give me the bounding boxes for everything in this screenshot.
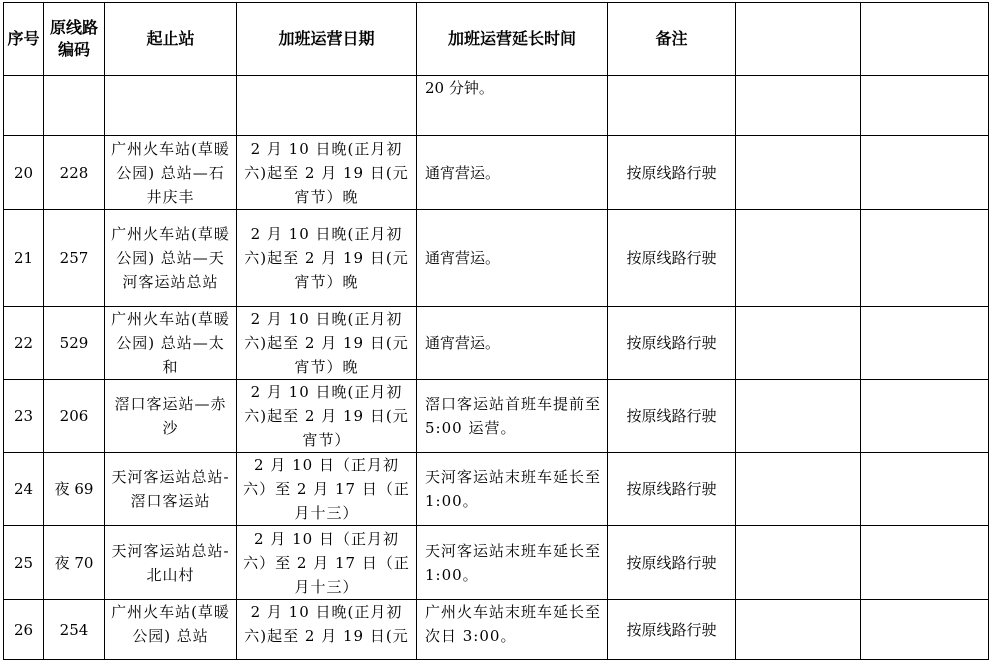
cell-extension: 天河客运站末班车延长至 1:00。 bbox=[417, 453, 608, 526]
cell-dates: 2 月 10 日（正月初六）至 2 月 17 日（正月十三） bbox=[237, 453, 417, 526]
header-remarks: 备注 bbox=[608, 3, 736, 76]
cell-blank bbox=[736, 380, 861, 453]
cell-dates: 2 月 10 日晚(正月初六)起至 2 月 19 日(元宵节）晚 bbox=[237, 136, 417, 210]
cell-blank bbox=[861, 380, 989, 453]
cell-index: 23 bbox=[4, 380, 44, 453]
cell-stations: 天河客运站总站-滘口客运站 bbox=[105, 453, 237, 526]
cell-blank bbox=[861, 526, 989, 600]
cell-remarks: 按原线路行驶 bbox=[608, 136, 736, 210]
cell-index: 24 bbox=[4, 453, 44, 526]
cell-dates: 2 月 10 日晚(正月初六)起至 2 月 19 日(元宵节） bbox=[237, 380, 417, 453]
cell-index: 21 bbox=[4, 210, 44, 307]
header-index: 序号 bbox=[4, 3, 44, 76]
cell-remarks: 按原线路行驶 bbox=[608, 600, 736, 660]
cell-dates: 2 月 10 日晚(正月初六)起至 2 月 19 日(元宵节）晚 bbox=[237, 210, 417, 307]
cell-route-code: 夜 69 bbox=[44, 453, 105, 526]
cell-index bbox=[4, 76, 44, 136]
cell-blank bbox=[861, 76, 989, 136]
cell-stations bbox=[105, 76, 237, 136]
header-dates: 加班运营日期 bbox=[237, 3, 417, 76]
cell-remarks: 按原线路行驶 bbox=[608, 210, 736, 307]
cell-extension: 通宵营运。 bbox=[417, 307, 608, 380]
cell-blank bbox=[861, 136, 989, 210]
cell-route-code: 夜 70 bbox=[44, 526, 105, 600]
table-row bbox=[4, 76, 989, 136]
cell-dates bbox=[237, 76, 417, 136]
cell-stations: 广州火车站(草暖公园) 总站 bbox=[105, 600, 237, 660]
cell-route-code: 228 bbox=[44, 136, 105, 210]
table-row bbox=[4, 526, 989, 600]
cell-extension: 广州火车站末班车延长至次日 3:00。 bbox=[417, 600, 608, 660]
cell-remarks: 按原线路行驶 bbox=[608, 307, 736, 380]
cell-blank bbox=[736, 307, 861, 380]
cell-remarks: 按原线路行驶 bbox=[608, 380, 736, 453]
cell-blank bbox=[861, 600, 989, 660]
header-stations: 起止站 bbox=[105, 3, 237, 76]
cell-index: 20 bbox=[4, 136, 44, 210]
cell-route-code: 257 bbox=[44, 210, 105, 307]
schedule-table bbox=[3, 2, 989, 660]
table-row bbox=[4, 600, 989, 660]
header-blank-1 bbox=[736, 3, 861, 76]
cell-stations: 天河客运站总站-北山村 bbox=[105, 526, 237, 600]
cell-extension: 滘口客运站首班车提前至 5:00 运营。 bbox=[417, 380, 608, 453]
cell-route-code: 529 bbox=[44, 307, 105, 380]
header-blank-2 bbox=[861, 3, 989, 76]
cell-stations: 广州火车站(草暖公园) 总站—太和 bbox=[105, 307, 237, 380]
cell-blank bbox=[736, 136, 861, 210]
cell-blank bbox=[861, 210, 989, 307]
cell-blank bbox=[736, 526, 861, 600]
cell-dates: 2 月 10 日晚(正月初六)起至 2 月 19 日(元宵节）晚 bbox=[237, 307, 417, 380]
cell-route-code bbox=[44, 76, 105, 136]
header-route-code: 原线路编码 bbox=[44, 3, 105, 76]
table-row bbox=[4, 453, 989, 526]
cell-route-code: 206 bbox=[44, 380, 105, 453]
cell-index: 22 bbox=[4, 307, 44, 380]
cell-remarks: 按原线路行驶 bbox=[608, 453, 736, 526]
cell-blank bbox=[736, 210, 861, 307]
cell-blank bbox=[736, 76, 861, 136]
cell-blank bbox=[736, 453, 861, 526]
table-row bbox=[4, 210, 989, 307]
header-extension: 加班运营延长时间 bbox=[417, 3, 608, 76]
cell-extension: 天河客运站末班车延长至 1:00。 bbox=[417, 526, 608, 600]
table-row bbox=[4, 380, 989, 453]
cell-extension: 20 分钟。 bbox=[417, 76, 608, 136]
cell-stations: 滘口客运站—赤沙 bbox=[105, 380, 237, 453]
cell-blank bbox=[861, 453, 989, 526]
table-header-row bbox=[4, 3, 989, 76]
cell-dates: 2 月 10 日晚(正月初六)起至 2 月 19 日(元 bbox=[237, 600, 417, 660]
cell-dates: 2 月 10 日（正月初六）至 2 月 17 日（正月十三） bbox=[237, 526, 417, 600]
cell-remarks bbox=[608, 76, 736, 136]
cell-blank bbox=[736, 600, 861, 660]
cell-index: 26 bbox=[4, 600, 44, 660]
table-row bbox=[4, 136, 989, 210]
cell-extension: 通宵营运。 bbox=[417, 136, 608, 210]
cell-extension: 通宵营运。 bbox=[417, 210, 608, 307]
cell-stations: 广州火车站(草暖公园) 总站—石井庆丰 bbox=[105, 136, 237, 210]
cell-remarks: 按原线路行驶 bbox=[608, 526, 736, 600]
cell-index: 25 bbox=[4, 526, 44, 600]
cell-blank bbox=[861, 307, 989, 380]
cell-route-code: 254 bbox=[44, 600, 105, 660]
table-row bbox=[4, 307, 989, 380]
cell-stations: 广州火车站(草暖公园) 总站—天河客运站总站 bbox=[105, 210, 237, 307]
